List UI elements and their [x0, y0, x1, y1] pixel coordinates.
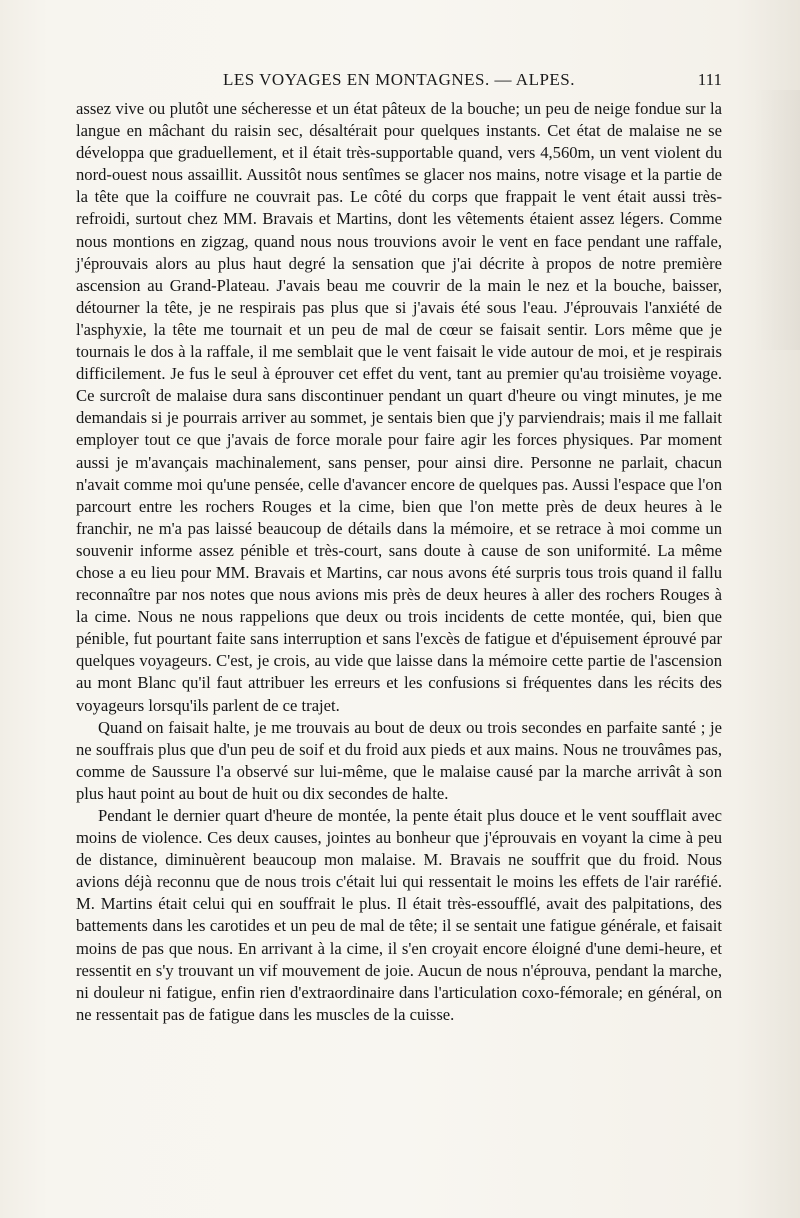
running-header: [76, 70, 722, 94]
paragraph-continued: assez vive ou plutôt une sécheresse et un état pâteux de la bouche; un peu de neige fondue sur la langue en mâchant du raisin sec, désaltérait pour quelques instants. Cet état de malaise ne se développa que graduellement, et il était très-supportable quand, vers 4,560m, un vent violent du nord-ouest nous assaillit. Aussitôt nous sentîmes se glacer nos mains, notre visage et la partie de la tête que la coiffure ne couvrait pas. Le côté du corps que frappait le vent était aussi très-refroidi, surtout chez MM. Bravais et Martins, dont les vêtements étaient assez légers. Comme nous montions en zigzag, quand nous nous trouvions avoir le vent en face pendant une raffale, j'éprouvais alors au plus haut degré la sensation que j'ai décrite à propos de notre première ascension au Grand-Plateau. J'avais beau me couvrir de la main le nez et la bouche, baisser, détourner la tête, je ne respirais pas plus que si j'avais été sous l'eau. J'éprouvais l'anxiété de l'asphyxie, la tête me tournait et un peu de mal de cœur se faisait sentir. Lors même que je tournais le dos à la raffale, il me semblait que le vent faisait le vide autour de moi, et je respirais difficilement. Je fus le seul à éprouver cet effet du vent, tant au premier qu'au troisième voyage. Ce surcroît de malaise dura sans discontinuer pendant un quart d'heure ou vingt minutes, je me demandais si je pourrais arriver au sommet, je sentais bien que j'y parviendrais; mais il me fallait employer tout ce que j'avais de force morale pour faire agir les forces physiques. Par moment aussi je m'avançais machinalement, sans penser, pour ainsi dire. Personne ne parlait, chacun n'avait comme moi qu'une pensée, celle d'avancer encore de quelques pas. Aussi l'espace que l'on parcourt entre les rochers Rouges et la cime, bien que l'on mette près de deux heures à le franchir, ne m'a pas laissé beaucoup de détails dans la mémoire, et se retrace à moi comme un souvenir informe assez pénible et très-court, sans doute à cause de son uniformité. La même chose a eu lieu pour MM. Bravais et Martins, car nous avons été surpris tous trois quand il fallu reconnaître par nos notes que nous avions mis près de deux heures à aller des rochers Rouges à la cime. Nous ne nous rappelions que deux ou trois incidents de cette montée, qui, bien que pénible, fut pourtant faite sans interruption et sans l'excès de fatigue et d'épuisement éprouvé par quelques voyageurs. C'est, je crois, au vide que laisse dans la mémoire cette partie de l'ascension au mont Blanc qu'il faut attribuer les erreurs et les confusions si fréquentes dans les récits des voyageurs lorsqu'ils parlent de ce trajet.: [76, 99, 722, 715]
body-text: [76, 98, 722, 1026]
paragraph-dernier-quart: Pendant le dernier quart d'heure de montée, la pente était plus douce et le vent soufflait avec moins de violence. Ces deux causes, jointes au bonheur que j'éprouvais en voyant la cime à peu de distance, diminuèrent beaucoup mon malaise. M. Bravais ne souffrit que du froid. Nous avions déjà reconnu que de nous trois c'était lui qui ressentait le moins les effets de l'air raréfié. M. Martins était celui qui en souffrait le plus. Il était très-essoufflé, avait des palpitations, des battements dans les carotides et un peu de mal de tête; il se sentait une fatigue générale, et faisait moins de pas que nous. En arrivant à la cime, il s'en croyait encore éloigné d'une demi-heure, et ressentit en s'y trouvant un vif mouvement de joie. Aucun de nous n'éprouva, pendant la marche, ni douleur ni fatigue, enfin rien d'extraordinaire dans l'articulation coxo-fémorale; en général, on ne ressentait pas de fatigue dans les muscles de la cuisse.: [76, 806, 722, 1024]
paragraph-halte: Quand on faisait halte, je me trouvais au bout de deux ou trois secondes en parfaite santé ; je ne souffrais plus que d'un peu de soif et du froid aux pieds et aux mains. Nous ne trouvâmes pas, comme de Saussure l'a observé sur lui-même, que le malaise causé par la marche arrivât à son plus haut point au bout de huit ou dix secondes de halte.: [76, 717, 722, 803]
page-edge-shadow: [754, 90, 800, 350]
running-title: LES VOYAGES EN MONTAGNES. — ALPES.: [222, 70, 576, 89]
page-number: 111: [697, 70, 722, 89]
